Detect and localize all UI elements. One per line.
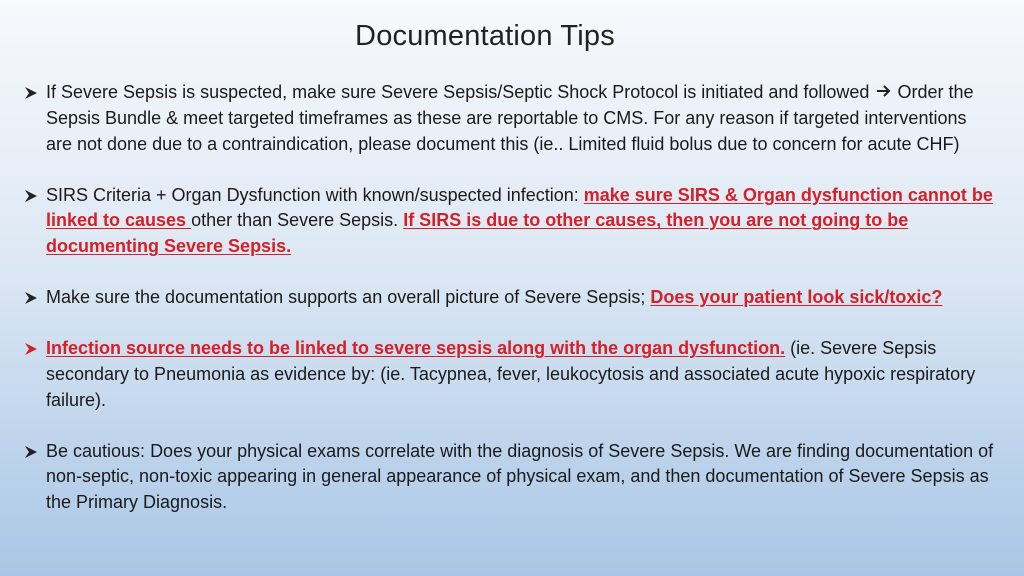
bullet-text: SIRS Criteria + Organ Dysfunction with known/suspected infection: (46, 184, 584, 205)
bullet-text: (ie. Severe Sepsis secondary to Pneumonia as evidence by: (ie. Tacypnea, fever, leukocytosis and associated acute hypoxic respiratory failure). (46, 338, 976, 410)
bullet-text: Order the Sepsis Bundle & meet targeted timeframes as these are reportable to CMS. For any reason if targeted interventions are not done due to a contraindication, please document this (ie.. Limited fluid bolus due to concern for acute CHF) (46, 82, 974, 154)
bullet-item-overall-picture (24, 285, 994, 311)
arrowhead-bullet-icon (24, 336, 40, 362)
bullet-text: If Severe Sepsis is suspected, make sure Severe Sepsis/Septic Shock Protocol is initiated and followed (46, 82, 870, 102)
arrowhead-bullet-icon (24, 183, 40, 209)
bullet-item-protocol (24, 80, 994, 157)
page-title: Documentation Tips (355, 20, 615, 52)
arrowhead-bullet-icon (24, 80, 40, 106)
arrowhead-bullet-icon (24, 439, 40, 465)
highlighted-text: If SIRS is due to other causes, then you are not going to be documenting Severe Sepsis. (46, 210, 909, 257)
highlighted-text: Does your patient look sick/toxic? (650, 287, 943, 308)
bullet-item-infection-source (24, 336, 994, 413)
bullet-text: Be cautious: Does your physical exams correlate with the diagnosis of Severe Sepsis. We are finding documentation of non-septic, non-toxic appearing in general appearance of physical exam, and then documentation of Severe Sepsis as the Primary Diagnosis. (46, 440, 994, 512)
highlighted-text: Infection source needs to be linked to severe sepsis along with the organ dysfunction. (46, 338, 786, 359)
right-arrow-icon (876, 80, 892, 106)
bullet-text: other than Severe Sepsis. (191, 210, 404, 231)
bullet-item-be-cautious (24, 439, 994, 516)
bullet-text: Make sure the documentation supports an overall picture of Severe Sepsis; (46, 287, 651, 308)
highlighted-text: make sure SIRS & Organ dysfunction cannot be linked to causes (46, 184, 993, 231)
bullet-item-sirs (24, 183, 994, 260)
bullet-list (24, 80, 994, 516)
arrowhead-bullet-icon (24, 285, 40, 311)
